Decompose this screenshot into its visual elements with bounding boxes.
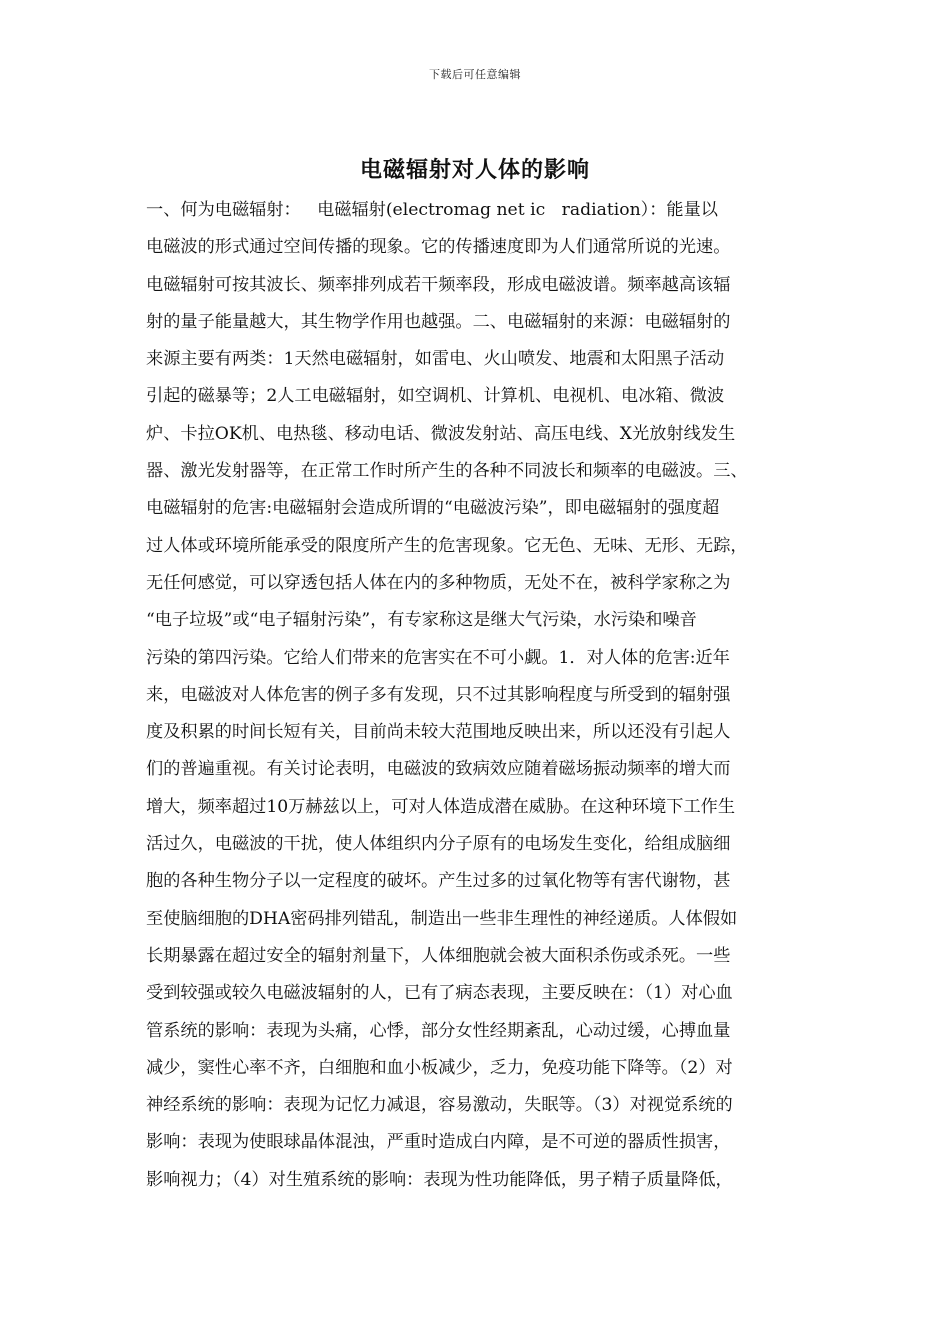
text-line: 受到较强或较久电磁波辐射的人，已有了病态表现，主要反映在：（1）对心血 bbox=[146, 983, 733, 1004]
text-line: 活过久，电磁波的干扰，使人体组织内分子原有的电场发生变化，给组成脑细 bbox=[146, 834, 731, 855]
text-line: 一、何为电磁辐射： 电磁辐射(electromag net ic radiation）：能量以 bbox=[146, 200, 718, 220]
text-line: 增大，频率超过10万赫兹以上，可对人体造成潜在威胁。在这种环境下工作生 bbox=[146, 796, 736, 817]
text-line: “电子垃圾”或“电子辐射污染”，有专家称这是继大气污染，水污染和噪音 bbox=[146, 610, 697, 631]
text-line: 器、激光发射器等，在正常工作时所产生的各种不同波长和频率的电磁波。三、 bbox=[146, 461, 748, 482]
text-line: 影响视力；（4）对生殖系统的影响：表现为性功能降低，男子精子质量降低， bbox=[146, 1169, 733, 1190]
text-line: 引起的磁暴等；2人工电磁辐射，如空调机、计算机、电视机、电冰箱、微波 bbox=[146, 386, 725, 407]
text-line: 神经系统的影响：表现为记忆力减退，容易激动，失眠等。（3）对视觉系统的 bbox=[146, 1095, 733, 1116]
text-line: 过人体或环境所能承受的限度所产生的危害现象。它无色、无味、无形、无踪， bbox=[146, 535, 748, 556]
text-line: 射的量子能量越大，其生物学作用也越强。二、电磁辐射的来源：电磁辐射的 bbox=[146, 311, 731, 332]
text-line: 电磁辐射可按其波长、频率排列成若干频率段，形成电磁波谱。频率越高该辐 bbox=[146, 274, 731, 295]
text-line: 至使脑细胞的DHA密码排列错乱，制造出一些非生理性的神经递质。人体假如 bbox=[146, 908, 738, 929]
text-line: 无任何感觉，可以穿透包括人体在内的多种物质，无处不在，被科学家称之为 bbox=[146, 572, 731, 593]
text-line: 们的普遍重视。有关讨论表明，电磁波的致病效应随着磁场振动频率的增大而 bbox=[146, 759, 731, 780]
text-line: 炉、卡拉OK机、电热毯、移动电话、微波发射站、高压电线、X光放射线发生 bbox=[146, 423, 736, 444]
text-line: 电磁波的形式通过空间传播的现象。它的传播速度即为人们通常所说的光速。 bbox=[146, 237, 731, 258]
text-line: 胞的各种生物分子以一定程度的破坏。产生过多的过氧化物等有害代谢物，甚 bbox=[146, 871, 731, 892]
text-line: 电磁辐射的危害:电磁辐射会造成所谓的“电磁波污染”，即电磁辐射的强度超 bbox=[146, 498, 720, 519]
header-note: 下载后可任意编辑 bbox=[429, 68, 521, 81]
body-text bbox=[146, 196, 806, 1203]
text-line: 污染的第四污染。它给人们带来的危害实在不可小觑。1．对人体的危害:近年 bbox=[146, 647, 730, 668]
text-line: 影响：表现为使眼球晶体混浊，严重时造成白内障，是不可逆的器质性损害， bbox=[146, 1132, 731, 1153]
text-line: 度及积累的时间长短有关，目前尚未较大范围地反映出来，所以还没有引起人 bbox=[146, 722, 731, 743]
text-line: 来源主要有两类：1天然电磁辐射，如雷电、火山喷发、地震和太阳黑子活动 bbox=[146, 349, 725, 370]
document-title: 电磁辐射对人体的影响 bbox=[359, 157, 590, 183]
text-line: 减少，窦性心率不齐，白细胞和血小板减少，乏力，免疫功能下降等。（2）对 bbox=[146, 1057, 733, 1078]
text-line: 管系统的影响：表现为头痛，心悸，部分女性经期紊乱，心动过缓，心搏血量 bbox=[146, 1020, 731, 1041]
text-line: 来，电磁波对人体危害的例子多有发现，只不过其影响程度与所受到的辐射强 bbox=[146, 684, 731, 705]
text-line: 长期暴露在超过安全的辐射剂量下，人体细胞就会被大面积杀伤或杀死。一些 bbox=[146, 945, 731, 966]
